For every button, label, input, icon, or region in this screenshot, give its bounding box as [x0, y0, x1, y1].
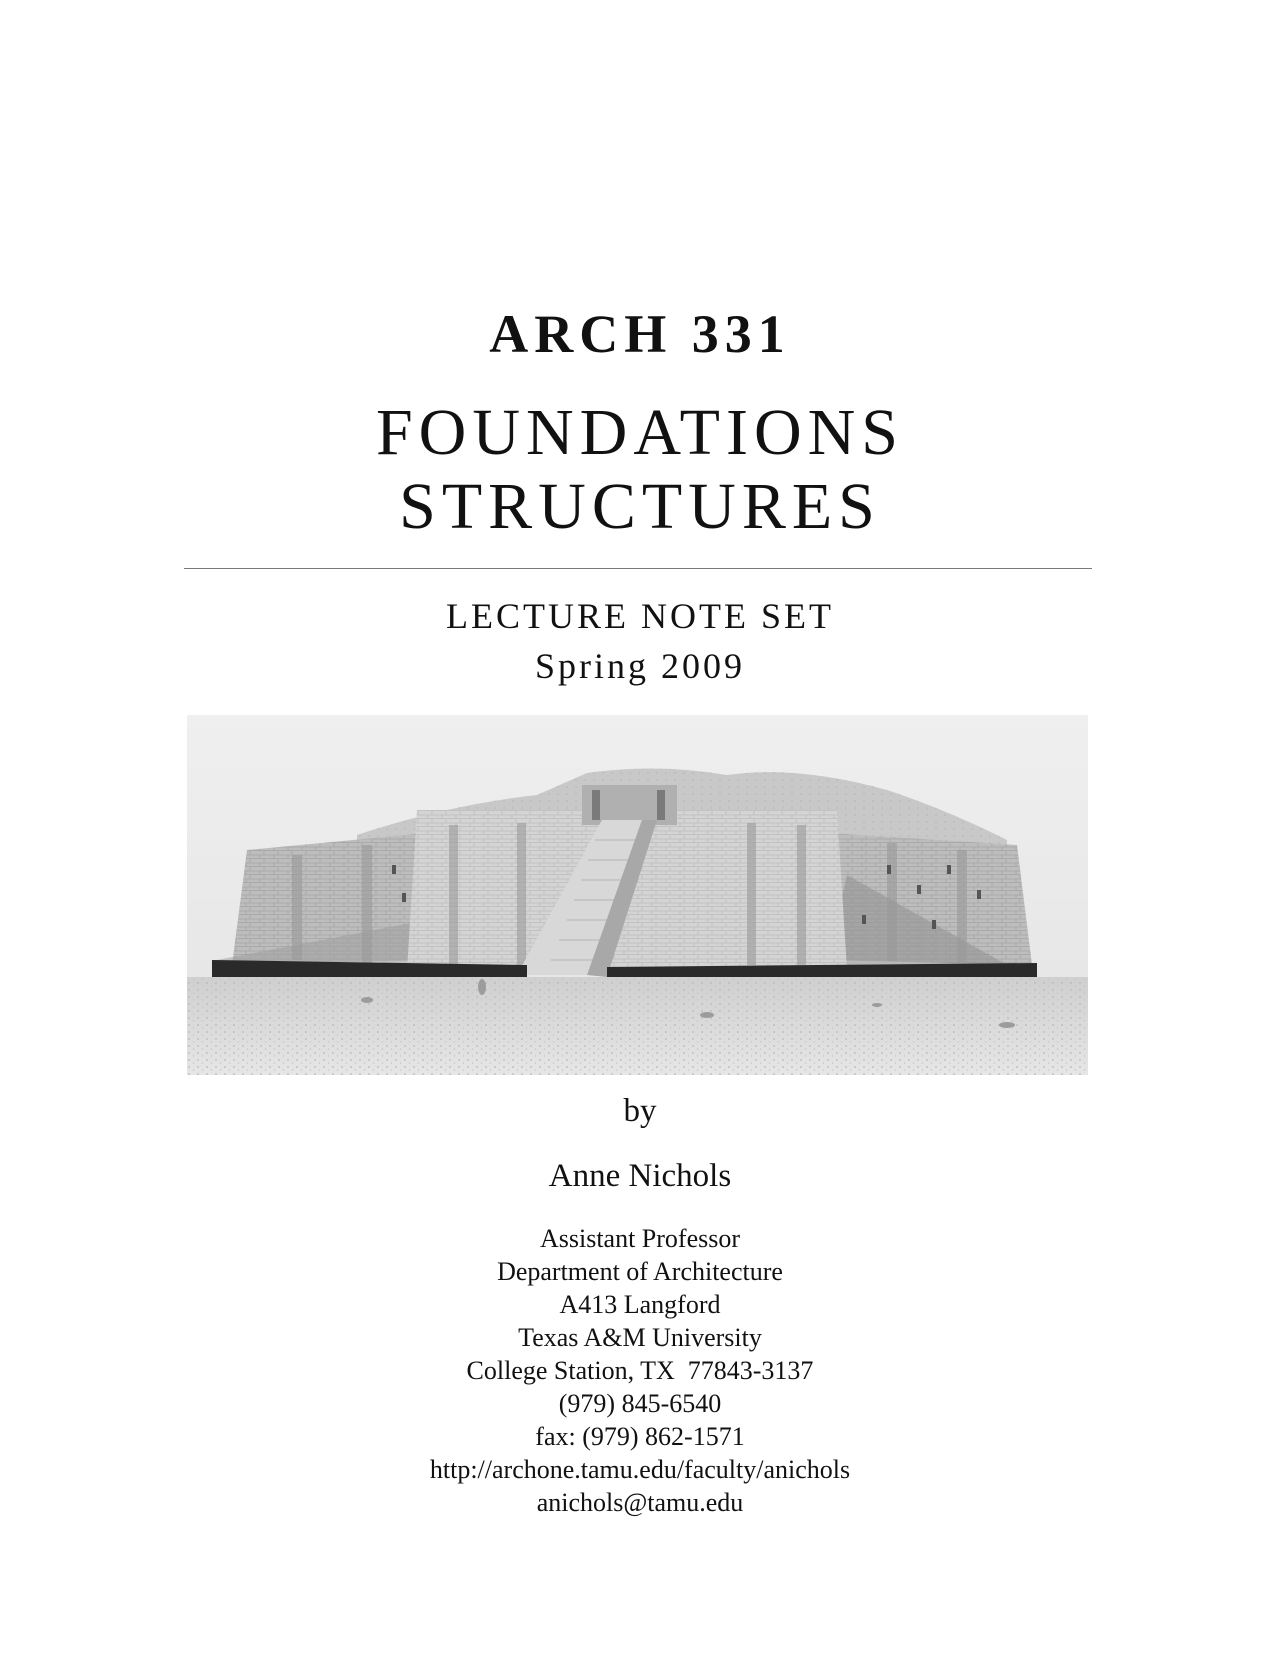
website-url: http://archone.tamu.edu/faculty/anichols	[429, 1455, 851, 1484]
by-label: by	[623, 1093, 657, 1129]
email-address: anichols@tamu.edu	[536, 1488, 744, 1517]
course-title-line-1: FOUNDATIONS	[375, 396, 905, 469]
university: Texas A&M University	[518, 1323, 762, 1352]
office: A413 Langford	[559, 1290, 721, 1319]
ziggurat-photo	[187, 715, 1088, 1075]
department: Department of Architecture	[497, 1257, 783, 1286]
phone: (979) 845-6540	[558, 1389, 722, 1418]
contact-block	[0, 1222, 1280, 1519]
horizontal-rule	[184, 568, 1092, 569]
author-position: Assistant Professor	[539, 1224, 741, 1253]
city-state-zip: College Station, TX 77843-3137	[466, 1356, 814, 1385]
author-name: Anne Nichols	[548, 1158, 732, 1194]
document-subtitle: LECTURE NOTE SET	[446, 596, 834, 636]
fax: fax: (979) 862-1571	[535, 1422, 745, 1451]
course-code: ARCH 331	[489, 304, 791, 364]
course-title-line-2: STRUCTURES	[399, 470, 881, 543]
term-label: Spring 2009	[534, 646, 745, 686]
